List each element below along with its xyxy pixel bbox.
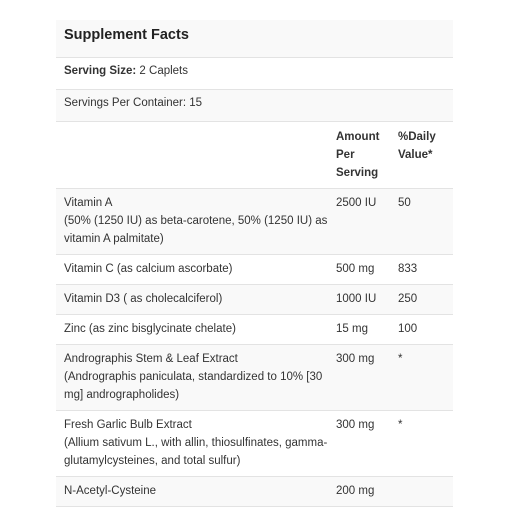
daily-value-cell (392, 477, 453, 507)
daily-value-cell: 50 (392, 189, 453, 255)
amount-cell: 300 mg (332, 345, 392, 411)
serving-size-value: 2 Caplets (139, 65, 189, 77)
table-title: Supplement Facts (56, 20, 453, 58)
nutrient-row (56, 255, 453, 285)
nutrient-name: Vitamin D3 ( as cholecalciferol) (64, 293, 223, 305)
nutrient-name-cell (56, 315, 332, 345)
nutrient-name-cell (56, 189, 332, 255)
daily-value-cell: 100 (392, 315, 453, 345)
nutrient-name: Vitamin A (64, 197, 113, 209)
nutrient-name-cell (56, 411, 332, 477)
nutrient-detail: (Andrographis paniculata, standardized to 10% [30 mg] andrographolides) (64, 371, 323, 401)
amount-column-header: Amount Per Serving (332, 122, 392, 189)
daily-value-cell: * (392, 411, 453, 477)
amount-cell: 300 mg (332, 411, 392, 477)
nutrient-row (56, 477, 453, 507)
nutrient-name: Zinc (as zinc bisglycinate chelate) (64, 323, 236, 335)
nutrient-name-cell (56, 255, 332, 285)
title-row (56, 20, 453, 58)
nutrient-name: Fresh Garlic Bulb Extract (64, 419, 192, 431)
nutrient-name-cell (56, 285, 332, 315)
amount-cell: 15 mg (332, 315, 392, 345)
amount-cell: 1000 IU (332, 285, 392, 315)
serving-size-label: Serving Size: (64, 65, 137, 77)
amount-cell: 500 mg (332, 255, 392, 285)
nutrient-row (56, 345, 453, 411)
nutrient-row (56, 411, 453, 477)
nutrient-row (56, 315, 453, 345)
amount-cell: 200 mg (332, 477, 392, 507)
daily-value-cell: 833 (392, 255, 453, 285)
nutrient-name-cell (56, 477, 332, 507)
nutrient-name: Vitamin C (as calcium ascorbate) (64, 263, 233, 275)
nutrient-detail: (50% (1250 IU) as beta-carotene, 50% (1250 IU) as vitamin A palmitate) (64, 215, 328, 245)
nutrient-name: N-Acetyl-Cysteine (64, 485, 157, 497)
servings-per-container: Servings Per Container: 15 (56, 90, 453, 122)
nutrient-row (56, 285, 453, 315)
servings-per-container-row (56, 90, 453, 122)
nutrient-row (56, 189, 453, 255)
nutrient-name-cell (56, 345, 332, 411)
amount-cell: 2500 IU (332, 189, 392, 255)
daily-value-cell: 250 (392, 285, 453, 315)
daily-value-column-header: %Daily Value* (392, 122, 453, 189)
daily-value-cell: * (392, 345, 453, 411)
nutrient-column-header (56, 122, 332, 189)
serving-size (56, 58, 453, 90)
serving-size-row (56, 58, 453, 90)
column-header-row (56, 122, 453, 189)
nutrient-detail: (Allium sativum L., with allin, thiosulfinates, gamma-glutamylcysteines, and total sulfur) (64, 437, 328, 467)
nutrient-name: Andrographis Stem & Leaf Extract (64, 353, 238, 365)
supplement-facts-table (56, 20, 453, 507)
